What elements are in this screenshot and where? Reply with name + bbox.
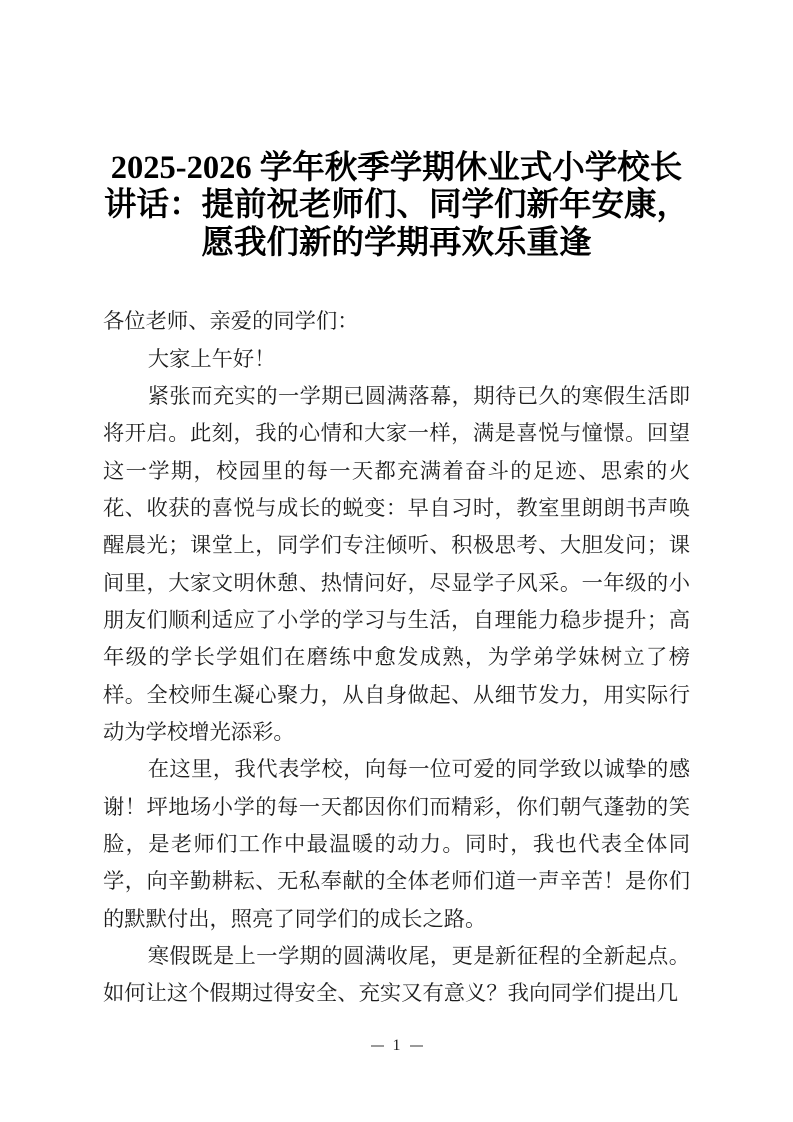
document-body [103, 303, 690, 1013]
paragraph: 在这里，我代表学校，向每一位可爱的同学致以诚挚的感谢！坪地场小学的每一天都因你们而精彩，你们朝气蓬勃的笑脸，是老师们工作中最温暖的动力。同时，我也代表全体同学，向辛勤耕耘、无私奉献的全体老师们道一声辛苦！是你们的默默付出，照亮了同学们的成长之路。 [103, 757, 690, 931]
document-title [103, 150, 690, 262]
paragraph: 寒假既是上一学期的圆满收尾，更是新征程的全新起点。如何让这个假期过得安全、充实又有意义？我向同学们提出几 [103, 944, 690, 1006]
title-line-3: 愿我们新的学期再欢乐重逢 [201, 224, 592, 261]
paragraph-list [103, 341, 690, 1013]
title-line-2: 讲话：提前祝老师们、同学们新年安康， [103, 187, 689, 224]
page-content [103, 150, 690, 1013]
paragraph: 紧张而充实的一学期已圆满落幕，期待已久的寒假生活即将开启。此刻，我的心情和大家一样，满是喜悦与憧憬。回望这一学期，校园里的每一天都充满着奋斗的足迹、思索的火花、收获的喜悦与成长的蜕变：早自习时，教室里朗朗书声唤醒晨光；课堂上，同学们专注倾听、积极思考、大胆发问；课间里，大家文明休憩、热情问好，尽显学子风采。一年级的小朋友们顺利适应了小学的学习与生活，自理能力稳步提升；高年级的学长学姐们在磨练中愈发成熟，为学弟学妹树立了榜样。全校师生凝心聚力，从自身做起、从细节发力，用实际行动为学校增光添彩。 [103, 383, 690, 744]
footer-dash-left-icon [371, 1045, 384, 1047]
title-line-1: 2025-2026 学年秋季学期休业式小学校长 [110, 150, 683, 186]
page-number: 1 [392, 1037, 401, 1054]
salutation: 各位老师、亲爱的同学们： [103, 309, 359, 334]
page-footer [0, 1036, 793, 1056]
paragraph: 大家上午好！ [147, 346, 276, 371]
footer-dash-right-icon [410, 1045, 423, 1047]
